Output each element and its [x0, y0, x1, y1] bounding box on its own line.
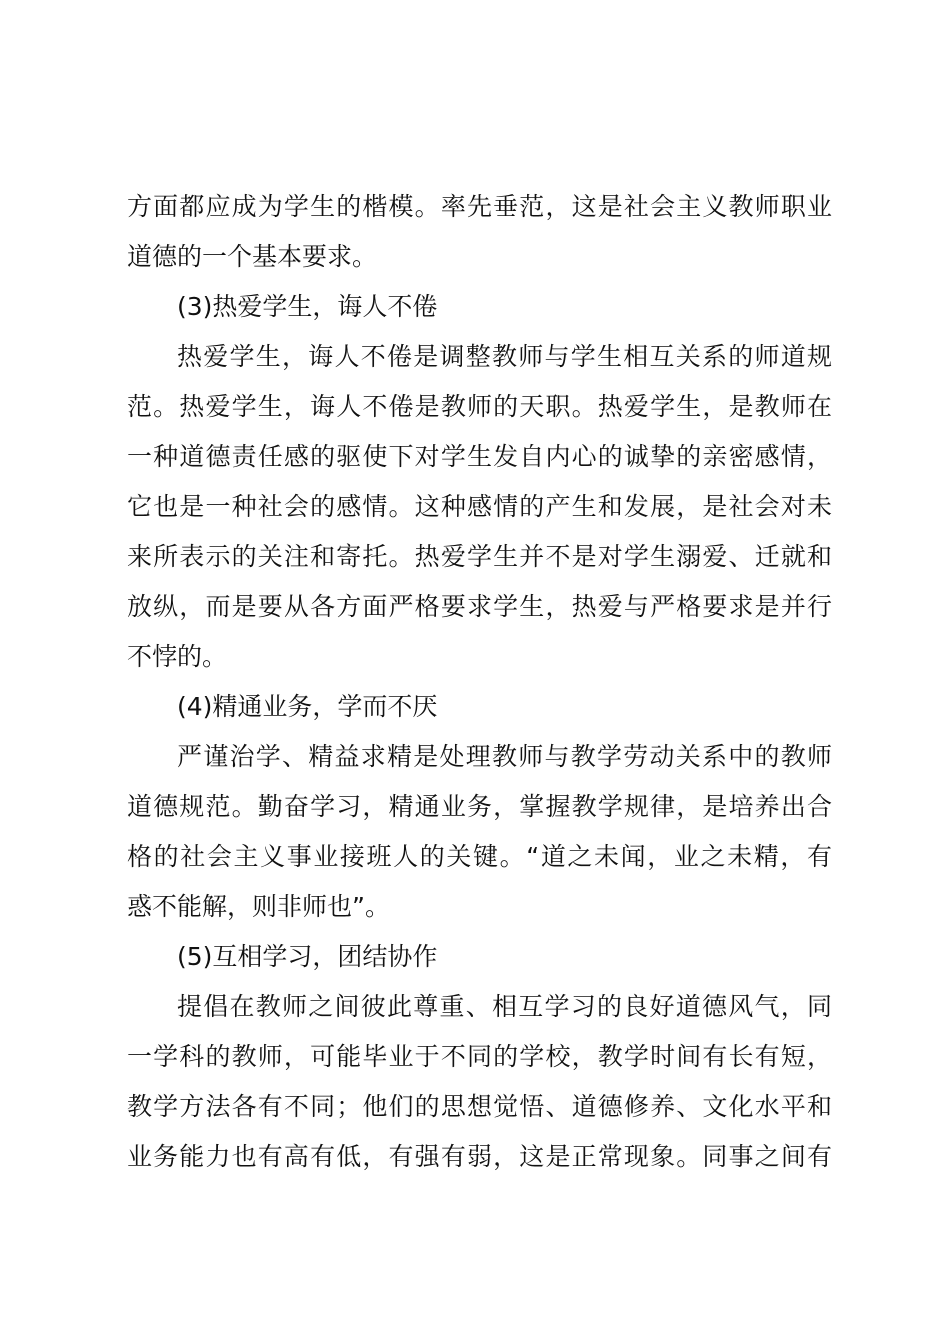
text-line: 它也是一种社会的感情。这种感情的产生和发展，是社会对未 — [127, 492, 832, 521]
section-heading: (5)互相学习，团结协作 — [177, 942, 438, 971]
text-line: 道德的一个基本要求。 — [127, 242, 378, 271]
text-line: 教学方法各有不同；他们的思想觉悟、道德修养、文化水平和 — [127, 1092, 832, 1121]
text-line: 严谨治学、精益求精是处理教师与教学劳动关系中的教师 — [177, 742, 832, 771]
text-line: 不悖的。 — [127, 642, 228, 671]
body-text — [127, 182, 832, 1182]
text-line: 格的社会主义事业接班人的关键。“道之未闻，业之未精，有 — [127, 842, 832, 871]
text-line: 惑不能解，则非师也”。 — [127, 892, 390, 921]
section-heading: (3)热爱学生，诲人不倦 — [177, 292, 438, 321]
text-line: 范。热爱学生，诲人不倦是教师的天职。热爱学生，是教师在 — [127, 392, 832, 421]
text-line: 放纵，而是要从各方面严格要求学生，热爱与严格要求是并行 — [127, 592, 832, 621]
section-heading: (4)精通业务，学而不厌 — [177, 692, 438, 721]
text-line: 提倡在教师之间彼此尊重、相互学习的良好道德风气，同 — [177, 992, 832, 1021]
text-line: 业务能力也有高有低，有强有弱，这是正常现象。同事之间有 — [127, 1142, 832, 1171]
text-line: 道德规范。勤奋学习，精通业务，掌握教学规律，是培养出合 — [127, 792, 832, 821]
text-line: 一学科的教师，可能毕业于不同的学校，教学时间有长有短， — [127, 1042, 832, 1071]
text-line: 方面都应成为学生的楷模。率先垂范，这是社会主义教师职业 — [127, 192, 832, 221]
text-line: 一种道德责任感的驱使下对学生发自内心的诚挚的亲密感情， — [127, 442, 832, 471]
text-line: 热爱学生，诲人不倦是调整教师与学生相互关系的师道规 — [177, 342, 832, 371]
text-line: 来所表示的关注和寄托。热爱学生并不是对学生溺爱、迁就和 — [127, 542, 832, 571]
